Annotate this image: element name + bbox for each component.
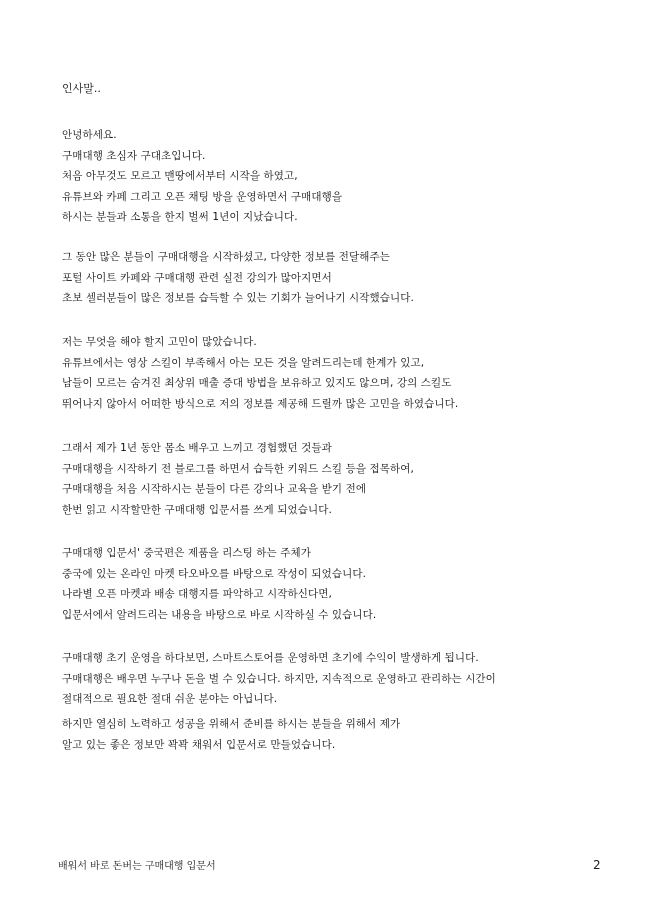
paragraph-line: 안녕하세요. xyxy=(62,129,117,141)
paragraph-background xyxy=(62,247,414,309)
paragraph-motivation xyxy=(62,438,414,520)
paragraph-line: 구매대행을 시작하기 전 블로그를 하면서 습득한 키워드 스킬 등을 접목하여, xyxy=(62,462,414,475)
paragraph-line: 구매대행 입문서' 중국편은 제품을 리스팅 하는 주체가 xyxy=(62,547,311,559)
paragraph-china-edition xyxy=(62,543,376,625)
paragraph-line: 그래서 제가 1년 동안 몸소 배우고 느끼고 경험했던 것들과 xyxy=(62,442,332,454)
paragraph-line: 저는 무엇을 해야 할지 고민이 많았습니다. xyxy=(62,336,257,348)
page-heading: 인사말.. xyxy=(62,82,101,95)
paragraph-line: 구매대행 초심자 구대초입니다. xyxy=(62,149,206,162)
paragraph-line: 나라별 오픈 마켓과 배송 대행지를 파악하고 시작하신다면, xyxy=(62,588,332,600)
paragraph-line: 하지만 열심히 노력하고 성공을 위해서 준비를 하시는 분들을 위해서 제가 xyxy=(62,718,401,730)
paragraph-line: 구매대행을 처음 시작하시는 분들이 다른 강의나 교육을 받기 전에 xyxy=(62,483,367,495)
paragraph-greeting xyxy=(62,125,342,228)
paragraph-line: 중국에 있는 온라인 마켓 타오바오를 바탕으로 작성이 되었습니다. xyxy=(62,567,367,580)
paragraph-line: 초보 셀러분들이 많은 정보를 습득할 수 있는 기회가 늘어나기 시작했습니다. xyxy=(62,292,414,304)
paragraph-line: 입문서에서 알려드리는 내용을 바탕으로 바로 시작하실 수 있습니다. xyxy=(62,608,377,621)
paragraph-line: 유튜브에서는 영상 스킬이 부족해서 아는 모든 것을 알려드리는데 한계가 있고, xyxy=(62,356,425,369)
paragraph-line: 유튜브와 카페 그리고 오픈 채팅 방을 운영하면서 구매대행을 xyxy=(62,190,343,203)
paragraph-line: 포털 사이트 카페와 구매대행 관련 실전 강의가 많아지면서 xyxy=(62,271,332,284)
paragraph-line: 구매대행은 배우면 누구나 돈을 벌 수 있습니다. 하지만, 지속적으로 운영하고 관리하는 시간이 xyxy=(62,672,496,685)
paragraph-line: 처음 아무것도 모르고 맨땅에서부터 시작을 하였고, xyxy=(62,170,298,182)
paragraph-line: 절대적으로 필요한 절대 쉬운 분야는 아닙니다. xyxy=(62,693,278,705)
footer-page-number: 2 xyxy=(593,858,601,872)
paragraph-line: 남들이 모르는 숨겨진 최상위 매출 증대 방법을 보유하고 있지도 않으며, 강의 스킬도 xyxy=(62,377,452,389)
paragraph-concerns xyxy=(62,332,458,414)
footer-document-title: 배워서 바로 돈버는 구매대행 입문서 xyxy=(58,861,216,872)
paragraph-line: 구매대행 초기 운영을 하다보면, 스마트스토어를 운영하면 초기에 수익이 발생하게 됩니다. xyxy=(62,652,479,664)
paragraph-line: 그 동안 많은 분들이 구매대행을 시작하셨고, 다양한 정보를 전달해주는 xyxy=(62,251,390,263)
paragraph-line: 한번 읽고 시작할만한 구매대행 입문서를 쓰게 되었습니다. xyxy=(62,503,332,516)
paragraph-operation xyxy=(62,648,496,710)
paragraph-line: 알고 있는 좋은 정보만 꽉꽉 채워서 입문서로 만들었습니다. xyxy=(62,738,336,751)
paragraph-line: 뛰어나지 않아서 어떠한 방식으로 저의 정보를 제공해 드릴까 많은 고민을 하였습니다. xyxy=(62,397,459,410)
paragraph-closing xyxy=(62,714,400,755)
paragraph-line: 하시는 분들과 소통을 한지 벌써 1년이 지났습니다. xyxy=(62,211,298,223)
